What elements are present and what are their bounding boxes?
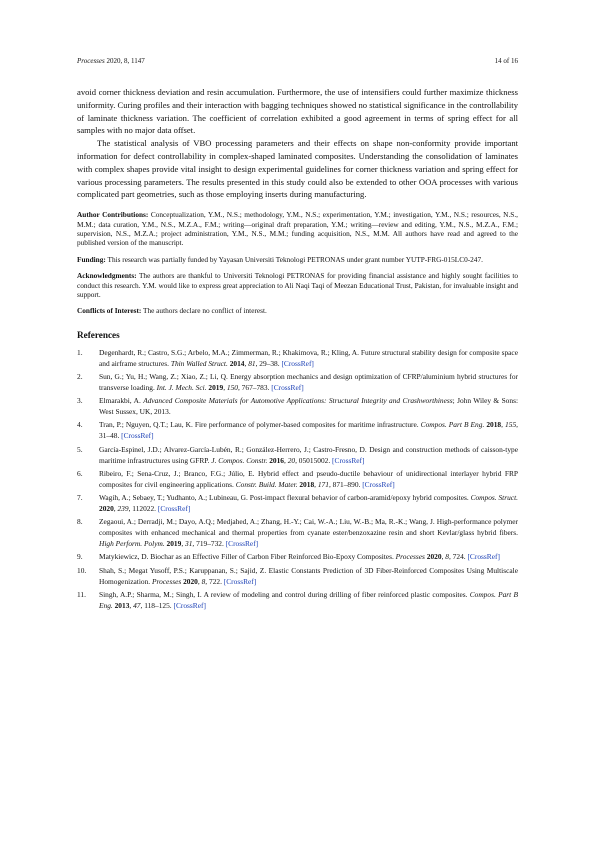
crossref-link[interactable]: [CrossRef] [332, 455, 365, 465]
reference-authors-title: Sun, G.; Yu, H.; Wang, Z.; Xiao, Z.; Li, Q. Energy absorption mechanics and design optimization of CFRP/aluminium hybrid structures for transverse loading. [99, 372, 518, 392]
reference-authors-title: Wagih, A.; Sebaey, T.; Yudhanto, A.; Lubineau, G. Post-impact flexural behavior of carbon-aramid/epoxy hybrid composites. [99, 493, 471, 503]
main-content [77, 86, 518, 614]
reference-separator: , [314, 479, 318, 489]
reference-volume: 31 [185, 539, 193, 549]
crossref-link[interactable]: [CrossRef] [467, 552, 500, 562]
citation-details: 2020, 8, 1147 [106, 57, 145, 65]
reference-source: Int. J. Mech. Sci. [156, 382, 207, 392]
reference-year: 2020 [181, 576, 198, 586]
acknowledgments-text: The authors are thankful to Universiti Teknologi PETRONAS for providing financial assistance and highly sought facilities to conduct this research. Y.M. would like to express great appreciation to Ali Naqi Taqi of Meezan Educational Trust, Pakistan, for invaluable insight and support. [77, 271, 518, 300]
reference-item [77, 493, 518, 515]
crossref-link[interactable]: [CrossRef] [173, 600, 206, 610]
reference-number: 8. [77, 517, 83, 527]
reference-pages: , 118–125. [140, 600, 174, 610]
reference-volume: 8 [445, 552, 449, 562]
reference-year: 2018 [484, 420, 502, 430]
reference-pages: , 29–38. [255, 358, 282, 368]
crossref-link[interactable]: [CrossRef] [281, 358, 314, 368]
reference-volume: 150 [226, 382, 238, 392]
reference-volume: 239 [117, 503, 129, 513]
reference-number: 7. [77, 493, 83, 503]
reference-volume: 81 [248, 358, 256, 368]
crossref-link[interactable]: [CrossRef] [362, 479, 395, 489]
reference-authors-title: García-Espinel, J.D.; Alvarez-García-Lubén, R.; González-Herrero, J.; Castro-Fresno, D. Design and construction methods of caisson-type maritime infrastructures using GFRP. [99, 444, 518, 465]
reference-text [99, 445, 518, 467]
reference-text [99, 420, 518, 442]
reference-pages: ; John Wiley & Sons: West Sussex, UK, 2013. [99, 396, 518, 417]
reference-text [99, 590, 518, 612]
reference-pages: , 719–732. [192, 539, 226, 549]
reference-year: 2019 [164, 539, 182, 549]
reference-number: 10. [77, 565, 87, 575]
reference-pages: , 724. [448, 552, 468, 562]
reference-number: 5. [77, 444, 83, 454]
journal-citation [77, 57, 145, 65]
crossref-link[interactable]: [CrossRef] [225, 539, 259, 549]
paragraph-2: The statistical analysis of VBO processing parameters and their effects on shape non-conformity provide important information for defect controllability in complex-shaped laminated composites. Understanding the consolidation of laminates with complex shapes provide vital insight to design experimental guidelines for corner thickness variation and spring effect for various processing parameters. The results presented in this study could also be extended to other OOA processes with various complicated part geometries, such as those employing inserts during manufacturing. [77, 138, 518, 200]
reference-item [77, 445, 518, 467]
conflicts-label: Conflicts of Interest: [77, 306, 142, 316]
crossref-link[interactable]: [CrossRef] [121, 431, 154, 441]
reference-source: Processes [395, 552, 425, 562]
reference-authors-title: Zegaoui, A.; Derradji, M.; Dayo, A.Q.; Medjahed, A.; Zhang, H.-Y.; Cai, W.-A.; Liu, W.-B.; Ma, R.-K.; Wang, J. High-performance polymer composites with enhanced mechanical and thermal properties from cyanate ester/benzoxazine resin and short Kevlar/glass hybrid fibers. [99, 517, 518, 538]
reference-number: 9. [77, 552, 83, 562]
reference-text [99, 517, 518, 550]
reference-item [77, 372, 518, 394]
reference-text [99, 552, 518, 563]
reference-separator: , [129, 600, 134, 610]
reference-year: 2014 [227, 358, 245, 368]
reference-source: Compos. Struct. [470, 493, 518, 503]
reference-separator: , [441, 552, 446, 562]
reference-separator: , [223, 382, 227, 392]
reference-source: Advanced Composite Materials for Automotive Applications: Structural Integrity and Crashworthiness [143, 396, 453, 406]
reference-authors-title: Matykiewicz, D. Biochar as an Effective Filler of Carbon Fiber Reinforced Bio-Epoxy Composites. [99, 552, 396, 562]
funding-label: Funding: [77, 254, 106, 264]
reference-year: 2016 [267, 455, 284, 465]
reference-separator: , [501, 420, 506, 430]
reference-pages: , 767–783. [237, 382, 272, 392]
reference-text [99, 566, 518, 588]
reference-number: 11. [77, 589, 86, 599]
reference-item [77, 469, 518, 491]
reference-text [99, 396, 518, 418]
acknowledgments-label: Acknowledgments: [77, 271, 137, 281]
reference-number: 1. [77, 347, 83, 357]
reference-number: 2. [77, 372, 83, 382]
reference-authors-title: Singh, A.P.; Sharma, M.; Singh, I. A review of modeling and control during drilling of fiber reinforced plastic composites. [99, 589, 470, 599]
reference-text [99, 493, 518, 515]
reference-volume: 47 [133, 600, 141, 610]
reference-year: 2020 [424, 552, 442, 562]
reference-source: Compos. Part B Eng. [420, 420, 485, 430]
reference-authors-title: Elmarakbi, A. [99, 396, 144, 406]
reference-source: Processes [151, 576, 182, 586]
reference-number: 4. [77, 420, 83, 430]
reference-year: 2019 [206, 382, 224, 392]
page-header [77, 57, 518, 65]
reference-volume: 20 [287, 455, 296, 465]
reference-authors-title: Tran, P.; Nguyen, Q.T.; Lau, K. Fire performance of polymer-based composites for maritime infrastructure. [99, 420, 421, 430]
reference-item [77, 552, 518, 563]
author-contributions [77, 210, 518, 248]
reference-volume: 155 [505, 420, 517, 430]
reference-item [77, 590, 518, 612]
reference-year: 2018 [297, 479, 315, 489]
reference-item [77, 348, 518, 370]
reference-authors-title: Shah, S.; Megat Yusoff, P.S.; Karuppanan, S.; Sajid, Z. Elastic Constants Prediction of 3D Fiber-Reinforced Composites Using Multiscale Homogenization. [99, 565, 518, 586]
back-matter [77, 210, 518, 316]
reference-pages: , 31–48. [99, 420, 518, 441]
reference-separator: , [113, 503, 118, 513]
paragraph-1: avoid corner thickness deviation and resin accumulation. Furthermore, the use of intensifiers could further maximize thickness uniformity. Curing profiles and their interaction with bagging techniques showed no statistical significance in the controllability of laminate thickness variation. The coefficient of correlation exhibited a good agreement in terms of spring effect for all samples with no major data offset. [77, 87, 518, 136]
reference-number: 3. [77, 396, 83, 406]
reference-source: J. Compos. Constr. [211, 455, 268, 465]
conflicts-text: The authors declare no conflict of interest. [143, 306, 267, 316]
reference-source: High Perform. Polym. [99, 539, 165, 549]
reference-item [77, 517, 518, 550]
journal-name: Processes [77, 57, 105, 65]
crossref-link[interactable]: [CrossRef] [271, 382, 304, 392]
reference-separator: , [284, 455, 288, 465]
reference-separator: , [197, 576, 202, 586]
reference-pages: , 722. [205, 576, 224, 586]
reference-pages: , 05015002. [295, 455, 333, 465]
funding [77, 255, 518, 264]
conflicts-of-interest [77, 306, 518, 315]
reference-source: Constr. Build. Mater. [235, 479, 298, 489]
reference-separator: , [244, 358, 249, 368]
reference-year: 2013 [112, 600, 130, 610]
author-contributions-label: Author Contributions: [77, 210, 149, 220]
reference-text [99, 348, 518, 370]
crossref-link[interactable]: [CrossRef] [223, 576, 257, 586]
acknowledgments [77, 271, 518, 299]
reference-separator: , [181, 539, 186, 549]
reference-item [77, 420, 518, 442]
reference-authors-title: Degenhardt, R.; Castro, S.G.; Arbelo, M.A.; Zimmerman, R.; Khakimova, R.; Kling, A. Future structural stability design for composite space and airframe structures. [99, 347, 518, 368]
reference-list [77, 348, 518, 612]
reference-item [77, 566, 518, 588]
reference-number: 6. [77, 468, 83, 478]
page-number: 14 of 16 [494, 57, 518, 65]
reference-source: Compos. Part B Eng. [99, 589, 518, 610]
reference-pages: , 871–890. [328, 479, 363, 489]
reference-authors-title: Ribeiro, F.; Sena-Cruz, J.; Branco, F.G.; Júlio, E. Hybrid effect and pseudo-ductile behaviour of unidirectional interlayer hybrid FRP composites for civil engineering applications. [99, 468, 518, 489]
reference-volume: 171 [317, 479, 329, 489]
reference-pages: , 112022. [128, 503, 158, 513]
reference-year: 2020 [99, 503, 114, 513]
crossref-link[interactable]: [CrossRef] [157, 503, 191, 513]
reference-volume: 8 [201, 576, 206, 586]
funding-text: This research was partially funded by Yayasan Universiti Teknologi PETRONAS under grant number YUTP-FRG-015LC0-247. [107, 254, 483, 264]
reference-source: Thin Walled Struct. [170, 358, 228, 368]
reference-text [99, 372, 518, 394]
reference-item [77, 396, 518, 418]
author-contributions-text: Conceptualization, Y.M., N.S.; methodology, Y.M., N.S.; experimentation, Y.M.; investigation, Y.M., N.S.; resources, N.S., M.M.; data curation, Y.M., N.S., M.Z.A., F.M.; writing—original draft preparation, Y.M.; writing—review and editing, Y.M., N.S., M.Z.A., F.M.; supervision, N.S., M.Z.A.; project administration, Y.M., N.S., M.M.; funding acquisition, N.S., M.M. All authors have read and agreed to the published version of the manuscript. [77, 210, 518, 248]
reference-text [99, 469, 518, 491]
references-heading: References [77, 329, 120, 340]
